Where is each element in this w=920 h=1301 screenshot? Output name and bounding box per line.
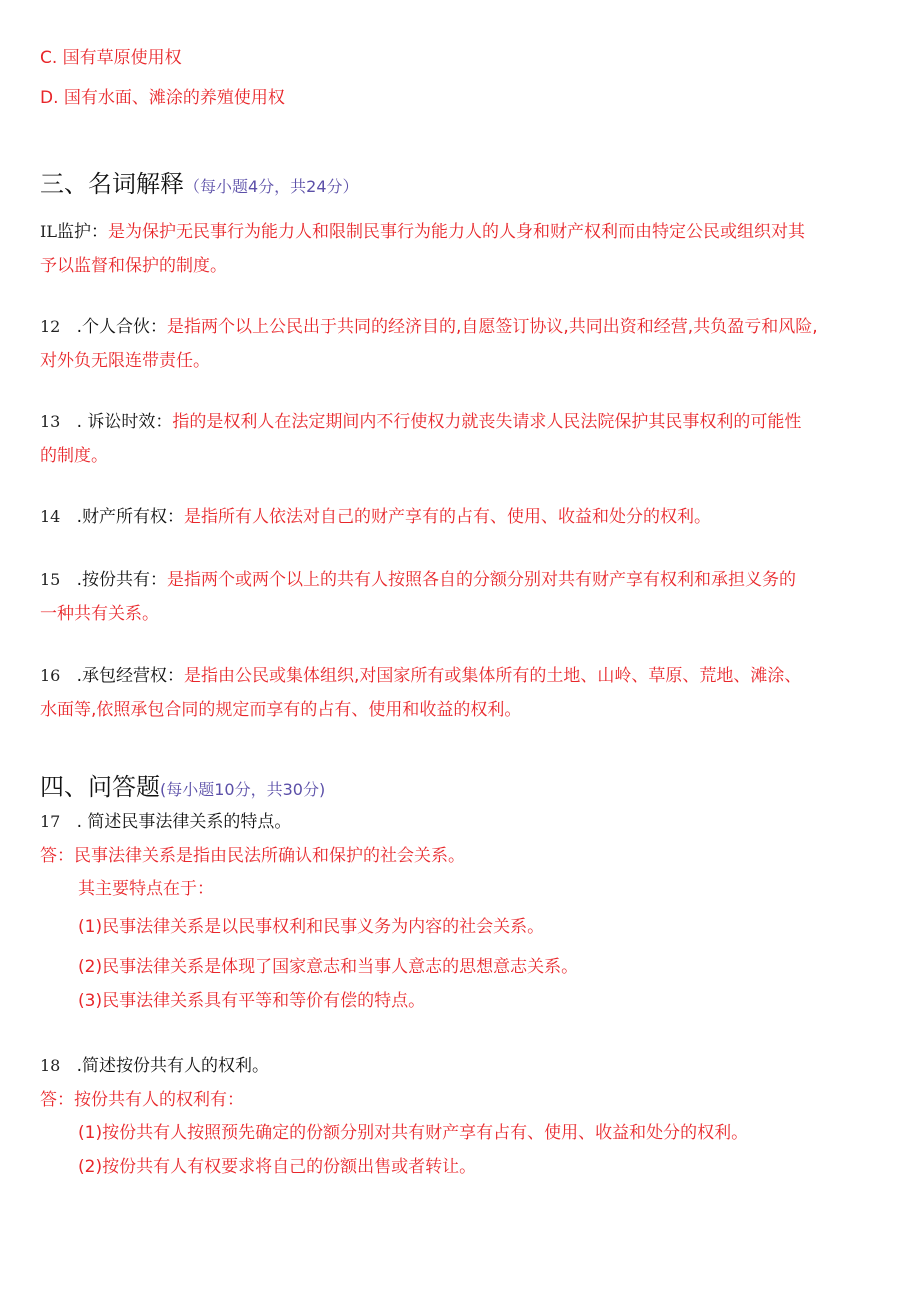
question-17	[40, 810, 291, 834]
question-18	[40, 1054, 269, 1078]
section3-title: 三、名词解释	[40, 170, 184, 198]
item-number: 13	[40, 412, 61, 431]
term-item-11	[40, 220, 805, 244]
answer-17	[40, 844, 465, 868]
question-text: . 简述民事法律关系的特点。	[76, 812, 292, 832]
term-definition: 是指两个或两个以上的共有人按照各自的分额分别对共有财产享有权利和承担义务的	[166, 570, 796, 590]
answer-label: 答：	[40, 1090, 74, 1110]
section4-title: 四、问答题	[40, 773, 160, 801]
term-definition: 是指由公民或集体组织,对国家所有或集体所有的土地、山岭、草原、荒地、滩涂、	[183, 666, 802, 686]
item-number: 16	[40, 666, 61, 685]
question-number: 18	[40, 1056, 61, 1075]
question-number: 17	[40, 812, 61, 831]
option-c: C. 国有草原使用权	[40, 48, 182, 68]
option-d: D. 国有水面、滩涂的养殖使用权	[40, 88, 285, 108]
term-definition: 是为保护无民事行为能力人和限制民事行为能力人的人身和财产权利而由特定公民或组织对其	[107, 222, 805, 242]
answer-lead: 按份共有人的权利有：	[74, 1090, 244, 1110]
term-label: .按份共有：	[76, 570, 167, 590]
term-definition: 是指两个以上公民出于共同的经济目的,自愿签订协议,共同出资和经营,共负盈亏和风险,	[166, 317, 818, 337]
section3-heading	[40, 168, 359, 203]
term-item-13	[40, 410, 801, 434]
term-label: .个人合伙：	[76, 317, 167, 337]
answer-label: 答：	[40, 846, 74, 866]
answer-17-sub-lead: 其主要特点在于：	[78, 879, 214, 899]
item-number: IL	[40, 222, 57, 241]
term-label: .承包经营权：	[76, 666, 184, 686]
term-definition-cont: 水面等,依照承包合同的规定而享有的占有、使用和收益的权利。	[40, 700, 522, 720]
answer-lead: 民事法律关系是指由民法所确认和保护的社会关系。	[74, 846, 465, 866]
term-definition-cont: 的制度。	[40, 446, 108, 466]
question-text: .简述按份共有人的权利。	[76, 1056, 269, 1076]
term-label: 监护：	[56, 222, 108, 242]
term-label: .财产所有权：	[76, 507, 184, 527]
term-definition: 指的是权利人在法定期间内不行使权力就丧失请求人民法院保护其民事权利的可能性	[172, 412, 802, 432]
term-definition-cont: 予以监督和保护的制度。	[40, 256, 227, 276]
term-item-16	[40, 664, 801, 688]
section4-note: (每小题10分，共30分)	[160, 780, 326, 799]
item-number: 14	[40, 507, 61, 526]
section4-heading	[40, 771, 325, 806]
answer-17-point-2: (2)民事法律关系是体现了国家意志和当事人意志的思想意志关系。	[78, 957, 579, 977]
term-definition-cont: 一种共有关系。	[40, 604, 159, 624]
term-definition-cont: 对外负无限连带责任。	[40, 351, 210, 371]
answer-18-point-1: (1)按份共有人按照预先确定的份额分别对共有财产享有占有、使用、收益和处分的权利。	[78, 1123, 749, 1143]
answer-18	[40, 1088, 244, 1112]
term-definition: 是指所有人依法对自己的财产享有的占有、使用、收益和处分的权利。	[183, 507, 711, 527]
answer-17-point-1: (1)民事法律关系是以民事权利和民事义务为内容的社会关系。	[78, 917, 545, 937]
term-item-12	[40, 315, 818, 339]
item-number: 12	[40, 317, 61, 336]
term-item-14	[40, 505, 711, 529]
term-item-15	[40, 568, 796, 592]
answer-17-point-3: (3)民事法律关系具有平等和等价有偿的特点。	[78, 991, 426, 1011]
answer-18-point-2: (2)按份共有人有权要求将自己的份额出售或者转让。	[78, 1157, 477, 1177]
term-label: . 诉讼时效：	[76, 412, 173, 432]
item-number: 15	[40, 570, 61, 589]
section3-note: （每小题4分，共24分）	[184, 177, 359, 196]
